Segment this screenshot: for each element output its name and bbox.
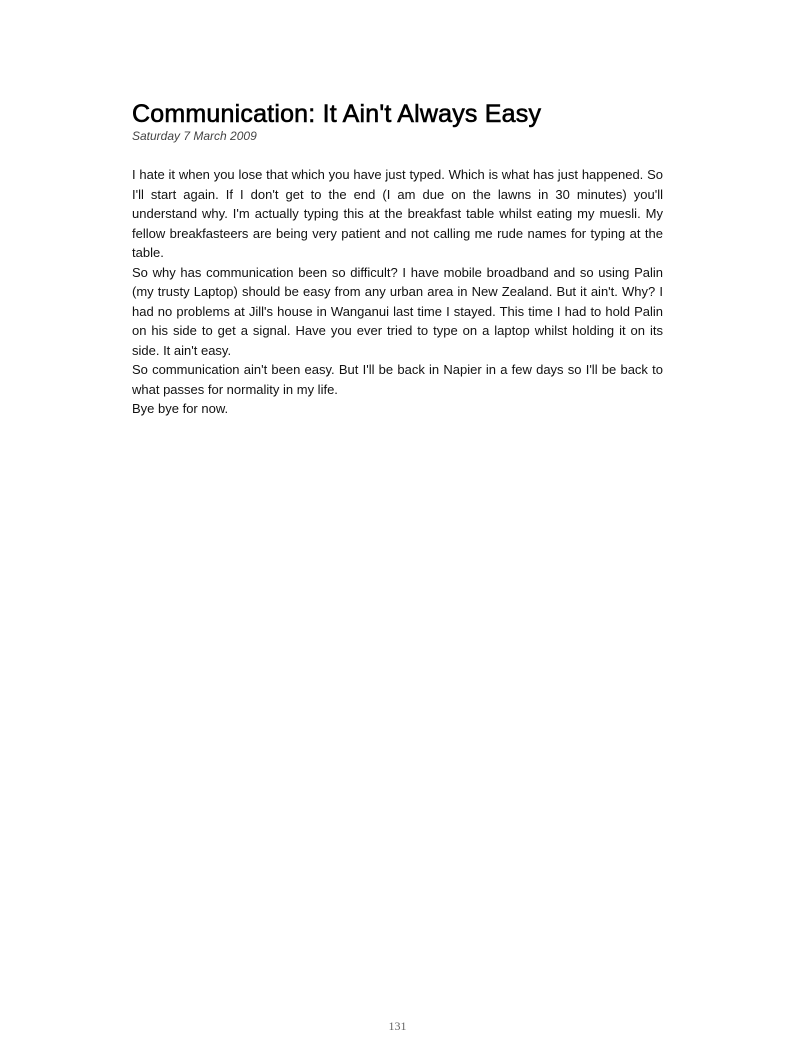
article-date: Saturday 7 March 2009 [132,129,257,143]
page-number: 131 [388,1019,407,1033]
paragraph: Bye bye for now. [132,401,229,416]
article-body [132,165,663,419]
article [132,98,663,419]
paragraph: So why has communication been so difficult? I have mobile broadband and so using Palin (my trusty Laptop) should be easy from any urban area in New Zealand. But it ain't. Why? I had no problems at Jill's house in Wanganui last time I stayed. This time I had to hold Palin on his side to get a signal. Have you ever tried to type on a laptop whilst holding it on its side. It ain't easy. [132,264,663,358]
paragraph: I hate it when you lose that which you have just typed. Which is what has just happened. So I'll start again. If I don't get to the end (I am due on the lawns in 30 minutes) you'll understand why. I'm actually typing this at the breakfast table whilst eating my muesli. My fellow breakfasteers are being very patient and not calling me rude names for typing at the table. [132,167,663,260]
article-title: Communication: It Ain't Always Easy [132,100,542,128]
paragraph: So communication ain't been easy. But I'll be back in Napier in a few days so I'll be back to what passes for normality in my life. [132,362,663,397]
